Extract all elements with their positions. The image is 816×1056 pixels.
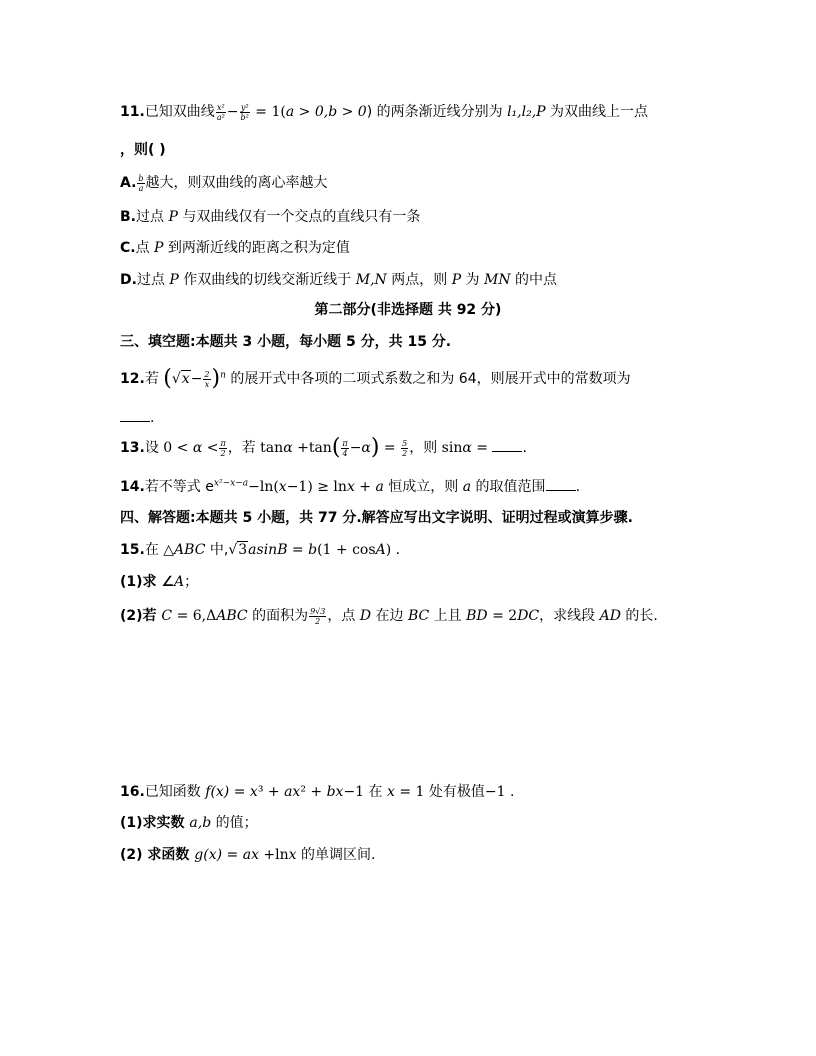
q11-option-b: B.过点 P 与双曲线仅有一个交点的直线只有一条 — [120, 209, 421, 225]
section3-heading: 三、填空题:本题共 3 小题，每小题 5 分，共 15 分. — [120, 334, 452, 350]
frac-pi-4: $\frac{\pi}{4}$ — [342, 438, 348, 458]
q15-part1: (1)求 ∠A； — [120, 574, 199, 590]
q11-option-d: D.过点 P 作双曲线的切线交渐近线于 M,N 两点，则 P 为 MN 的中点 — [120, 272, 558, 288]
q11-option-a: A. $\frac{b}{a}$ 越大，则双曲线的离心率越大 — [120, 173, 328, 193]
q12-answer-blank[interactable] — [120, 409, 150, 422]
frac-2-x: $\frac{2}{x}$ — [204, 369, 210, 389]
q13-answer-blank[interactable] — [492, 439, 522, 452]
frac-b-a: $\frac{b}{a}$ — [138, 173, 144, 193]
part2-title: 第二部分(非选择题 共 92 分) — [314, 302, 502, 318]
q14-answer-blank[interactable] — [546, 478, 576, 491]
q14-stem: 14.若不等式 $e^{x^2-x-a}-\ln(x-1) \ge \ln x + a$ 恒成立，则 a 的取值范围 . — [120, 478, 581, 495]
q15-stem: 15.在 △ABC 中,√3asinB = b(1 + cosA) . — [120, 542, 401, 558]
q16-stem: 16.已知函数 f(x) = x³ + ax² + bx−1 在 x = 1 处有极值−1 . — [120, 784, 515, 800]
frac-pi-2: $\frac{\pi}{2}$ — [220, 438, 226, 458]
q11-then: ，则( ) — [120, 142, 166, 158]
q12-blank-line: . — [120, 408, 154, 428]
frac-y2-b2: $\frac{\text{y²}}{\text{b²}}$ — [240, 102, 249, 122]
q15-part2: (2)若 C = 6,ΔABC 的面积为 $\frac{9√3}{2}$ ，点 D 在边 BC 上且 BD = 2DC，求线段 AD 的长. — [120, 606, 658, 626]
frac-5-2: $\frac{5}{2}$ — [402, 438, 408, 458]
q11-option-c: C.点 P 到两渐近线的距离之积为定值 — [120, 240, 350, 256]
frac-9sqrt3-2: $\frac{9√3}{2}$ — [310, 606, 326, 626]
q13-stem: 13.设 0 < α < $\frac{\pi}{2}$ ，若 tanα +tan( $\frac{\pi}{4}$ −α) = $\frac{5}{2}$ ，则 sinα = . — [120, 435, 527, 460]
q12-stem: 12.若 (√x− $\frac{2}{x}$ )$^n$ 的展开式中各项的二项式系数之和为 64，则展开式中的常数项为 — [120, 366, 631, 391]
q16-part1: (1)求实数 a,b 的值； — [120, 815, 258, 831]
q11-stem: 11.已知双曲线 $\frac{\text{x²}}{\text{a²}}$ − $\frac{\text{y²}}{\text{b²}}$ = 1(a > 0,b > 0) 的两条渐近线分别为 l₁,l₂,P 为双曲线上一点 — [120, 102, 649, 122]
q16-part2: (2) 求函数 g(x) = ax +lnx 的单调区间. — [120, 847, 376, 863]
frac-x2-a2: $\frac{\text{x²}}{\text{a²}}$ — [216, 102, 225, 122]
section4-heading: 四、解答题:本题共 5 小题，共 77 分.解答应写出文字说明、证明过程或演算步骤. — [120, 510, 633, 526]
